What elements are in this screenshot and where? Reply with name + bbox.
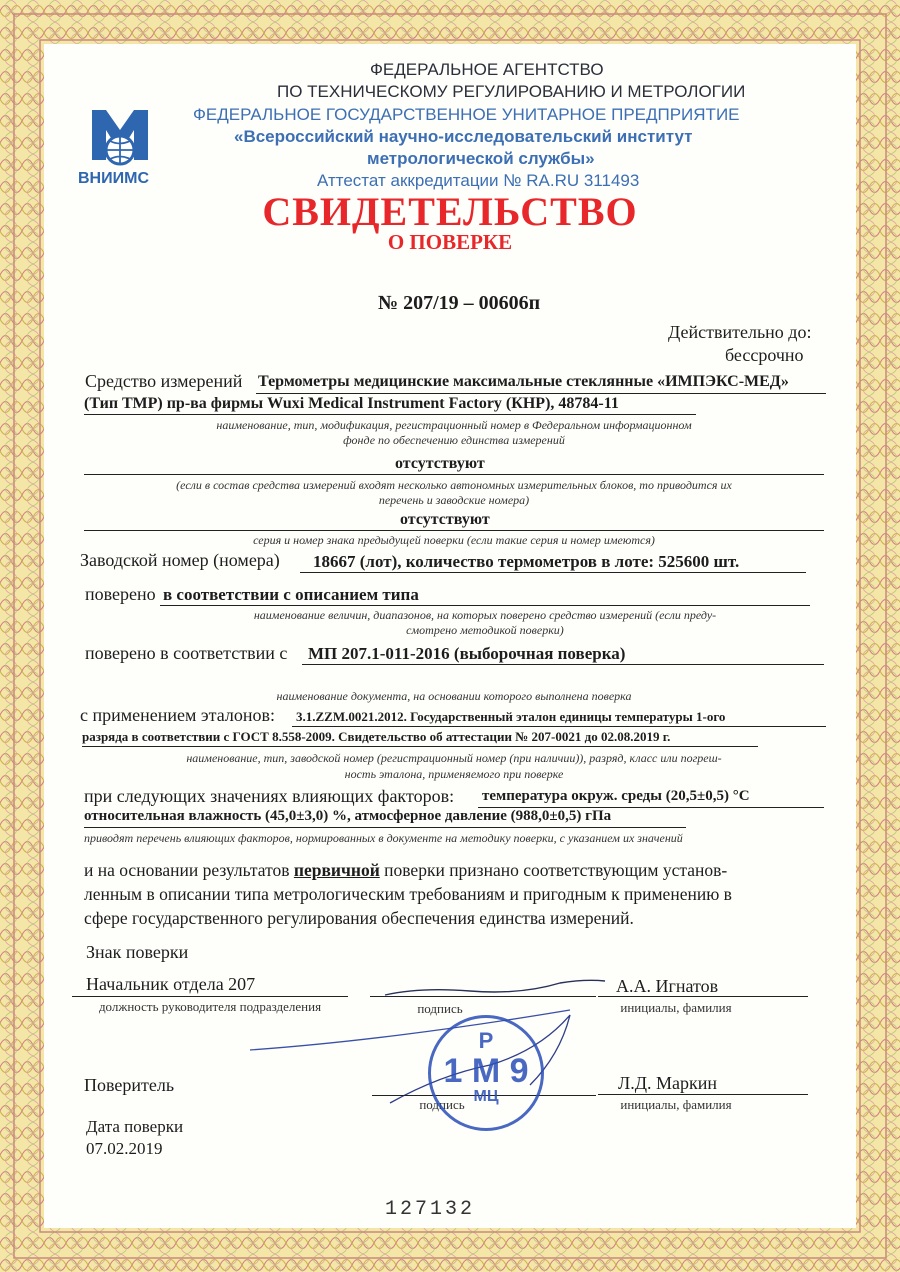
conclusion-line-3: сфере государственного регулирования обеспечения единства измерений. xyxy=(84,908,634,928)
date-label: Дата поверки xyxy=(86,1117,184,1136)
validity-label: Действительно до: xyxy=(668,322,812,342)
stamp-line-3: МЦ xyxy=(473,1088,499,1105)
conclusion-line-2: ленным в описании типа метрологическим требованиям и пригодным к применению в xyxy=(84,884,732,904)
conclusion-prefix: и на основании результатов xyxy=(84,860,290,880)
document-title: СВИДЕТЕЛЬСТВО xyxy=(262,189,638,234)
head-position-caption: должность руководителя подразделения xyxy=(98,999,322,1014)
method-caption: наименование документа, на основании которого выполнена поверка xyxy=(276,689,632,703)
instrument-underline-2 xyxy=(84,414,696,415)
serial-label: Заводской номер (номера) xyxy=(80,550,280,570)
head-position: Начальник отдела 207 xyxy=(86,974,256,994)
method-value: МП 207.1-011-2016 (выборочная поверка) xyxy=(308,644,626,663)
agency-line-1: ФЕДЕРАЛЬНОЕ АГЕНТСТВО xyxy=(370,60,604,79)
factors-value-line2: относительная влажность (45,0±3,0) %, атмосферное давление (988,0±0,5) гПа xyxy=(84,808,612,824)
agency-line-2: ПО ТЕХНИЧЕСКОМУ РЕГУЛИРОВАНИЮ И МЕТРОЛОГИИ xyxy=(277,82,746,101)
standards-underline-2 xyxy=(82,746,758,747)
conclusion-line-1 xyxy=(84,858,824,882)
verified-scope-caption-2: смотрено методикой поверки) xyxy=(406,623,564,637)
verifier-name-underline xyxy=(598,1094,808,1095)
factors-caption: приводят перечень влияющих факторов, нормированных в документе на методику поверки, с указанием их значений xyxy=(84,831,683,845)
instrument-caption-1: наименование, тип, модификация, регистрационный номер в Федеральном информационном xyxy=(216,418,692,432)
instrument-caption-2: фонде по обеспечению единства измерений xyxy=(343,433,565,447)
document-subtitle: О ПОВЕРКЕ xyxy=(387,230,513,254)
standards-underline-1 xyxy=(292,726,826,727)
verified-scope-value: в соответствии с описанием типа xyxy=(163,585,419,604)
standards-caption-1: наименование, тип, заводской номер (регистрационный номер (при наличии)), разряд, класс или погреш- xyxy=(186,751,722,765)
instrument-value-line2: (Тип ТМР) пр-ва фирмы Wuxi Medical Instrument Factory (КНР), 48784-11 xyxy=(84,395,619,412)
components-caption-2: перечень и заводские номера) xyxy=(378,493,530,507)
components-caption-1: (если в состав средства измерений входят несколько автономных измерительных блоков, то приводится их xyxy=(176,478,732,492)
head-name-caption: инициалы, фамилия xyxy=(620,1000,732,1015)
mark-label: Знак поверки xyxy=(86,942,189,962)
verification-type: первичной xyxy=(293,860,380,880)
accreditation-line: Аттестат аккредитации № RA.RU 311493 xyxy=(317,171,640,190)
standards-caption-2: ность эталона, применяемого при поверке xyxy=(344,767,564,781)
previous-mark-value: отсутствуют xyxy=(400,511,490,528)
head-name: А.А. Игнатов xyxy=(616,976,719,996)
validity-value: бессрочно xyxy=(725,345,804,365)
stamp-line-2: 1 М 9 xyxy=(443,1052,529,1090)
method-label: поверено в соответствии с xyxy=(85,643,288,663)
instrument-value-line1: Термометры медицинские максимальные стеклянные «ИМПЭКС-МЕД» xyxy=(258,373,789,390)
logo-caption: ВНИИМС xyxy=(78,170,149,187)
verified-scope-label: поверено xyxy=(85,584,156,604)
institute-line-1: «Всероссийский научно-исследовательский институт xyxy=(234,127,693,146)
components-value: отсутствуют xyxy=(395,455,485,472)
method-underline xyxy=(302,664,824,665)
previous-mark-caption: серия и номер знака предыдущей поверки (если такие серия и номер имеются) xyxy=(253,533,655,547)
previous-mark-underline xyxy=(84,530,824,531)
verified-scope-caption-1: наименование величин, диапазонов, на которых поверено средство измерений (если преду- xyxy=(253,608,717,622)
instrument-label: Средство измерений xyxy=(85,371,243,391)
verifier-signature-caption: подпись xyxy=(419,1097,465,1112)
vniims-logo-icon xyxy=(88,108,152,168)
factors-value-line1: температура окруж. среды (20,5±0,5) °С xyxy=(482,788,750,804)
serial-underline xyxy=(300,572,806,573)
print-serial-number: 127132 xyxy=(385,1198,476,1221)
standards-value-line1: 3.1.ZZM.0021.2012. Государственный эталон единицы температуры 1-ого xyxy=(296,709,726,724)
head-name-underline xyxy=(598,996,808,997)
standards-label: с применением эталонов: xyxy=(80,705,275,725)
institute-line-2: метрологической службы» xyxy=(367,149,595,168)
verification-stamp xyxy=(428,1015,544,1131)
components-underline xyxy=(84,474,824,475)
verifier-name-caption: инициалы, фамилия xyxy=(620,1097,732,1112)
head-signature-caption: подпись xyxy=(417,1001,463,1016)
stamp-line-1: Р xyxy=(478,1028,494,1053)
certificate-number: № 207/19 – 00606п xyxy=(378,292,541,314)
standards-value-line2: разряда в соответствии с ГОСТ 8.558-2009. Свидетельство об аттестации № 207-0021 до 02.08.2019 г. xyxy=(82,729,671,744)
enterprise-line: ФЕДЕРАЛЬНОЕ ГОСУДАРСТВЕННОЕ УНИТАРНОЕ ПРЕДПРИЯТИЕ xyxy=(193,105,740,124)
instrument-underline-1 xyxy=(256,393,826,394)
factors-underline-2 xyxy=(84,827,686,828)
verifier-name: Л.Д. Маркин xyxy=(618,1073,717,1093)
conclusion-rest: поверки признано соответствующим установ- xyxy=(384,860,728,880)
factors-label: при следующих значениях влияющих факторов: xyxy=(84,786,455,806)
date-value: 07.02.2019 xyxy=(86,1139,163,1158)
verifier-label: Поверитель xyxy=(84,1075,175,1095)
verified-scope-underline xyxy=(160,605,810,606)
serial-value: 18667 (лот), количество термометров в лоте: 525600 шт. xyxy=(313,552,740,571)
